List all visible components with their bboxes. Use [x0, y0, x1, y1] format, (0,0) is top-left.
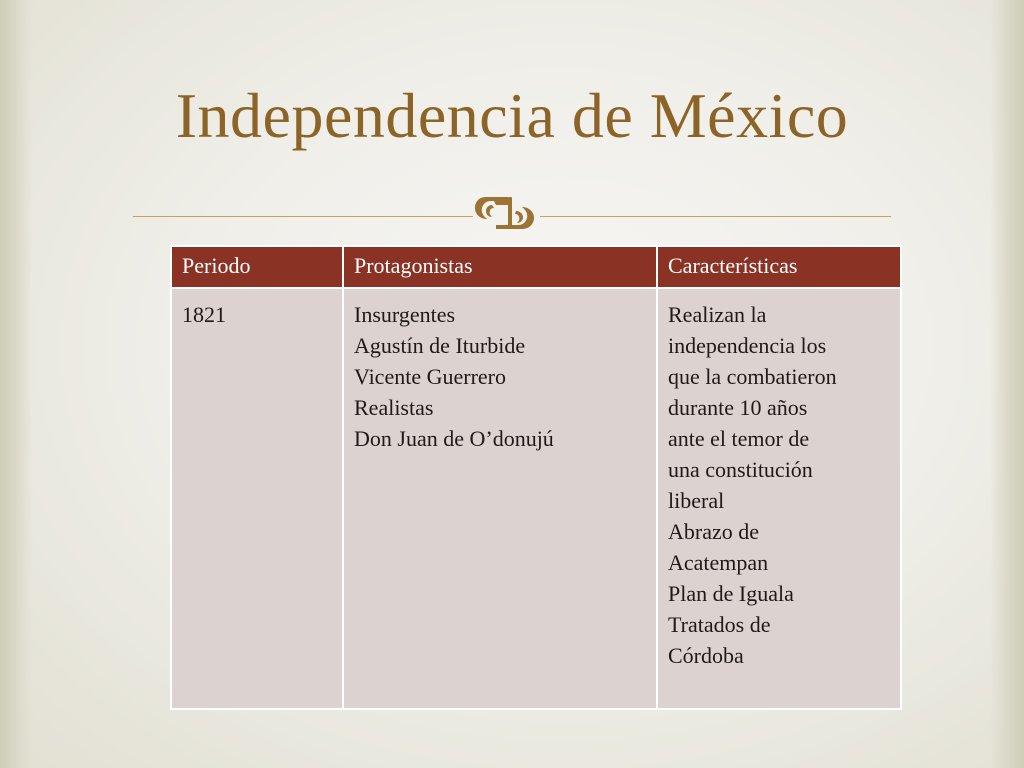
title-divider-left — [133, 216, 473, 217]
protagonista-item: Agustín de Iturbide — [354, 333, 526, 358]
table-row — [171, 288, 901, 709]
slide-title: Independencia de México — [175, 80, 849, 151]
caracteristica-line: que la combatieron — [668, 364, 837, 389]
caracteristica-line: Realizan la — [668, 302, 767, 327]
caracteristica-line: Tratados de — [668, 612, 771, 637]
caracteristica-line: independencia los — [668, 333, 827, 358]
header-periodo: Periodo — [171, 246, 343, 288]
caracteristica-line: Córdoba — [668, 643, 744, 668]
scroll-flourish-icon — [472, 189, 542, 239]
independence-table — [170, 245, 902, 710]
caracteristica-line: ante el temor de — [668, 426, 810, 451]
protagonista-item: Don Juan de O’donujú — [354, 426, 554, 451]
caracteristica-line: una constitución — [668, 457, 813, 482]
protagonista-item: Realistas — [354, 395, 434, 420]
periodo-value: 1821 — [182, 302, 226, 327]
protagonista-item: Insurgentes — [354, 302, 456, 327]
cell-protagonistas — [343, 288, 657, 709]
header-protagonistas: Protagonistas — [343, 246, 657, 288]
caracteristica-line: Abrazo de — [668, 519, 760, 544]
caracteristica-line: liberal — [668, 488, 725, 513]
caracteristica-line: durante 10 años — [668, 395, 808, 420]
cell-caracteristicas — [657, 288, 901, 709]
caracteristica-line: Plan de Iguala — [668, 581, 794, 606]
title-divider-right — [540, 216, 891, 217]
protagonista-item: Vicente Guerrero — [354, 364, 506, 389]
cell-periodo — [171, 288, 343, 709]
caracteristica-line: Acatempan — [668, 550, 769, 575]
table-header-row — [171, 246, 901, 288]
header-caracteristicas: Características — [657, 246, 901, 288]
